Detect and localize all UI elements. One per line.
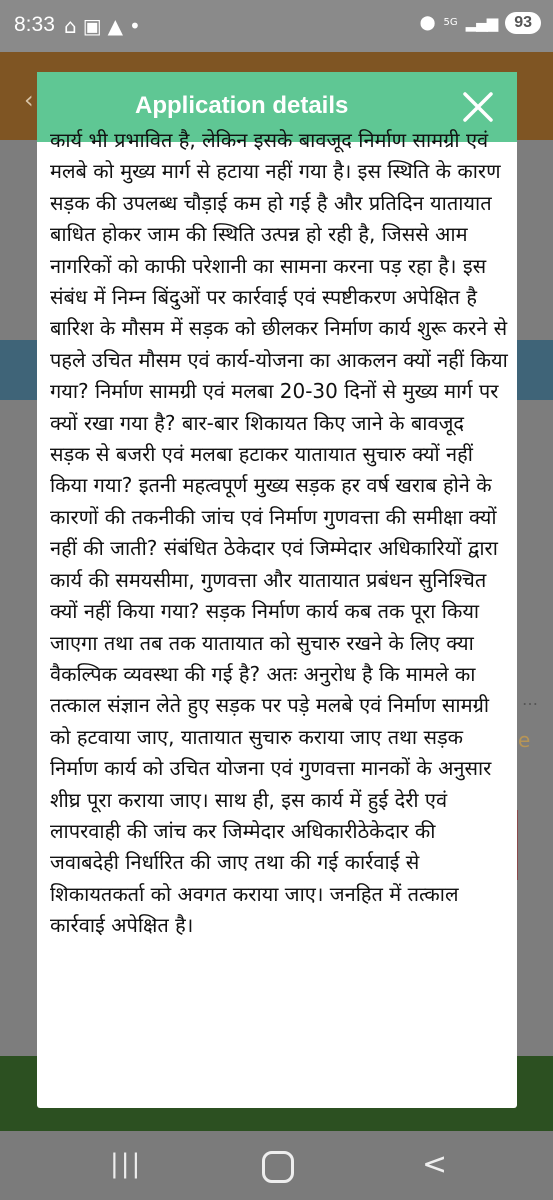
- notification-icons: ⌂▣▲•: [64, 14, 147, 38]
- recents-icon[interactable]: |||: [110, 1149, 143, 1179]
- dialog-title: Application details: [135, 92, 349, 119]
- close-button[interactable]: [457, 86, 499, 128]
- application-description: कार्य भी प्रभावित है, लेकिन इसके बावजूद निर्माण सामग्री एवं मलबे को मुख्य मार्ग से हटाया नहीं गया है। इस स्थिति के कारण सड़क की उपलब्ध चौड़ाई कम हो गई है और प्रतिदिन यातायात बाधित होकर जाम की स्थिति उत्पन्न हो रही है, जिससे आम नागरिकों को काफी परेशानी का सामना करना पड़ रहा है। इस संबंध में निम्न बिंदुओं पर कार्रवाई एवं स्पष्टीकरण अपेक्षित है बारिश के मौसम में सड़क को छीलकर निर्माण कार्य शुरू करने से पहले उचित मौसम एवं कार्य-योजना का आकलन क्यों नहीं किया गया? निर्माण सामग्री एवं मलबा 20-30 दिनों से मुख्य मार्ग पर क्यों रखा गया है? बार-बार शिकायत किए जाने के बावजूद सड़क से बजरी एवं मलबा हटाकर यातायात सुचारु क्यों नहीं किया गया? इतनी महत्वपूर्ण मुख्य सड़क हर वर्ष खराब होने के कारणों की तकनीकी जांच एवं निर्माण गुणवत्ता की समीक्षा क्यों नहीं की जाती? संबंधित ठेकेदार एवं जिम्मेदार अधिकारियों द्वारा कार्य की समयसीमा, गुणवत्ता और यातायात प्रबंधन सुनिश्चित क्यों नहीं किया गया? सड़क निर्माण कार्य कब तक पूरा किया जाएगा तथा तब तक यातायात को सुचारु रखने के लिए क्या वैकल्पिक व्यवस्था की गई है? अतः अनुरोध है कि मामले का तत्काल संज्ञान लेते हुए सड़क पर पड़े मलबे एवं निर्माण सामग्री को हटवाया जाए, यातायात सुचारु कराया जाए तथा सड़क निर्माण कार्य को उचित योजना एवं गुणवत्ता मानकों के अनुसार शीघ्र पूरा कराया जाए। साथ ही, इस कार्य में हुई देरी एवं लापरवाही की जांच कर जिम्मेदार अधिकारीठेकेदार की जवाबदेही निर्धारित की जाए तथा की गई कार्रवाई से शिकायतकर्ता को अवगत कराया जाए। जनहित में तत्काल कार्रवाई अपेक्षित है।: [50, 128, 508, 938]
- application-details-dialog: [37, 72, 517, 1108]
- network-type: 5G: [443, 17, 458, 28]
- battery-indicator: 93: [505, 12, 541, 34]
- home-icon[interactable]: [262, 1151, 294, 1183]
- close-icon: [457, 86, 499, 128]
- background-more-icon: …: [522, 690, 538, 709]
- signal-icon: ▂▄▆: [465, 14, 498, 32]
- back-icon[interactable]: <: [422, 1147, 448, 1182]
- system-nav-bar: [0, 1131, 553, 1200]
- status-bar: [0, 0, 553, 52]
- background-fragment: e: [518, 728, 531, 752]
- location-icon: ⬤: [419, 15, 436, 31]
- dialog-body-scroll[interactable]: [50, 128, 508, 1102]
- status-time: 8:33: [14, 13, 55, 36]
- background-back-icon: ‹: [24, 86, 34, 114]
- status-right: [420, 12, 541, 34]
